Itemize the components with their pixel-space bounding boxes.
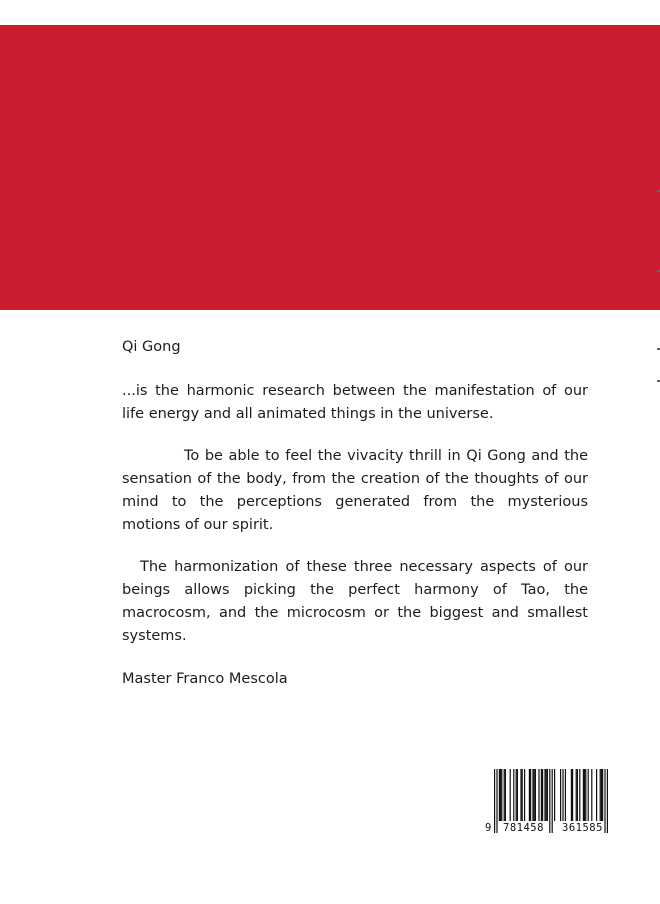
barcode-bar: [517, 769, 518, 821]
barcode-bar: [500, 769, 501, 821]
barcode-right-digits: 361585: [562, 822, 603, 834]
barcode-bar: [535, 769, 536, 821]
barcode-bar: [513, 769, 514, 821]
barcode-bar: [579, 769, 580, 821]
barcode-bar: [583, 769, 584, 821]
barcode-bar: [522, 769, 523, 821]
barcode-bar: [496, 769, 497, 833]
barcode-bar: [510, 769, 511, 821]
barcode-bar: [547, 769, 548, 821]
barcode-bar: [520, 769, 521, 821]
barcode-bar: [532, 769, 533, 821]
barcode-bar: [504, 769, 505, 821]
barcode-bar: [596, 769, 597, 821]
barcode-bar: [501, 769, 502, 821]
barcode-bar: [524, 769, 525, 821]
barcode-bar: [584, 769, 585, 821]
red-header-band: [0, 25, 660, 310]
barcode-bar: [516, 769, 517, 821]
barcode-bar: [565, 769, 566, 821]
barcode-bar: [560, 769, 561, 821]
isbn-barcode: [483, 767, 615, 837]
barcode-bar: [600, 769, 601, 821]
blurb-paragraph-3: The harmonization of these three necessary aspects of our beings allows picking the perfect harmony of Tao, the macrocosm, and the microcosm or the biggest and smallest systems.: [122, 559, 588, 644]
barcode-lead-digit: 9: [485, 822, 492, 834]
blurb-paragraph-1: ...is the harmonic research between the manifestation of our life energy and all animated things in the universe.: [122, 383, 588, 422]
barcode-bar: [534, 769, 535, 821]
barcode-bar: [602, 769, 603, 821]
barcode-bar: [541, 769, 542, 821]
blurb-paragraph-2: To be able to feel the vivacity thrill in Qi Gong and the sensation of the body, from the creation of the thoughts of our mind to the perceptions generated from the mysterious motions of our spirit.: [122, 448, 588, 533]
barcode-bar: [529, 769, 530, 821]
barcode-bar: [571, 769, 572, 821]
barcode-bar: [562, 769, 563, 821]
barcode-bar: [499, 769, 500, 821]
author-signature: Master Franco Mescola: [122, 671, 288, 687]
barcode-bar: [530, 769, 531, 821]
barcode-bar: [576, 769, 577, 821]
barcode-bar: [572, 769, 573, 821]
barcode-bar: [591, 769, 592, 821]
barcode-bar: [505, 769, 506, 821]
barcode-bar: [577, 769, 578, 821]
barcode-bar: [538, 769, 539, 821]
barcode-left-digits: 781458: [503, 822, 544, 834]
barcode-bar: [544, 769, 545, 821]
barcode-bar: [549, 769, 550, 833]
barcode-bar: [588, 769, 589, 821]
barcode-bar: [552, 769, 553, 833]
barcode-bar: [546, 769, 547, 821]
barcode-bar: [542, 769, 543, 821]
barcode-bar: [604, 769, 605, 833]
blurb-title: Qi Gong: [122, 339, 181, 355]
barcode-bar: [601, 769, 602, 821]
barcode-bar: [585, 769, 586, 821]
blurb-text: [122, 336, 588, 691]
barcode-bar: [494, 769, 495, 833]
barcode-bar: [607, 769, 608, 833]
barcode-bar: [554, 769, 555, 821]
